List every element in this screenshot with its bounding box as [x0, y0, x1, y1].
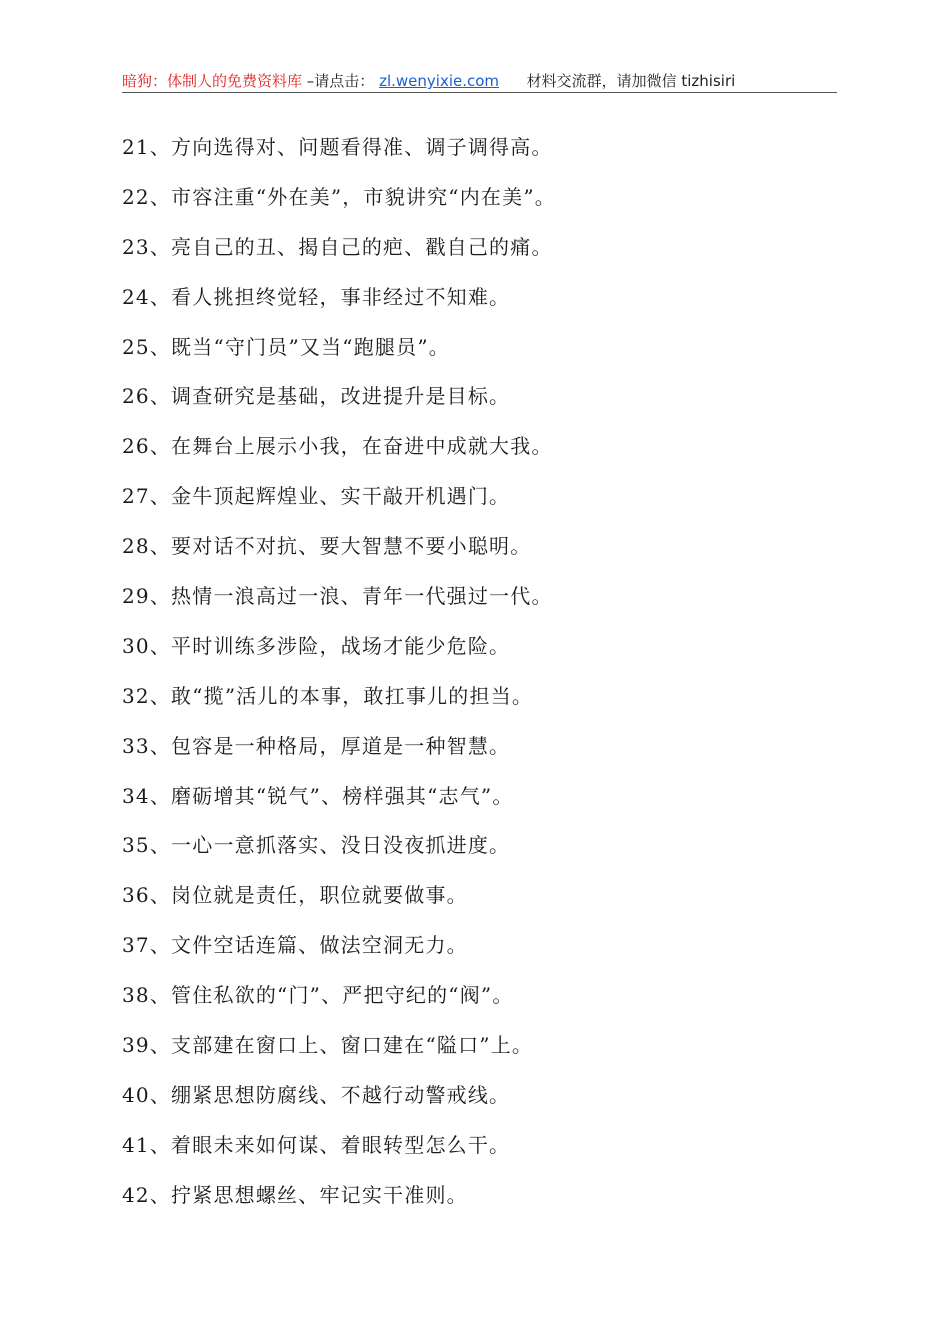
- slogan-line: 26、在舞台上展示小我，在奋进中成就大我。: [122, 434, 553, 459]
- header-title: 暗狗：体制人的免费资料库: [122, 72, 303, 90]
- slogan-line: 28、要对话不对抗、要大智慧不要小聪明。: [122, 534, 532, 559]
- slogan-line: 35、一心一意抓落实、没日没夜抓进度。: [122, 833, 511, 858]
- slogan-list: [122, 130, 837, 1228]
- slogan-line: 41、着眼未来如何谋、着眼转型怎么干。: [122, 1132, 511, 1157]
- slogan-line: 23、亮自己的丑、揭自己的疤、戳自己的痛。: [122, 234, 553, 259]
- slogan-line: 33、包容是一种格局，厚道是一种智慧。: [122, 733, 511, 758]
- slogan-line: 37、文件空话连篇、做法空洞无力。: [122, 933, 468, 958]
- header-group-info: 材料交流群，请加微信 tizhisiri: [526, 72, 736, 90]
- slogan-line: 22、市容注重“外在美”，市貌讲究“内在美”。: [122, 184, 556, 209]
- slogan-line: 38、管住私欲的“门”、严把守纪的“阀”。: [122, 983, 514, 1008]
- slogan-line: 29、热情一浪高过一浪、青年一代强过一代。: [122, 584, 553, 609]
- slogan-line: 32、敢“揽”活儿的本事，敢扛事儿的担当。: [122, 683, 534, 708]
- slogan-line: 36、岗位就是责任，职位就要做事。: [122, 883, 468, 908]
- header-divider: [122, 92, 837, 93]
- page-header: [122, 70, 837, 92]
- slogan-line: 27、金牛顶起辉煌业、实干敲开机遇门。: [122, 484, 511, 509]
- slogan-line: 30、平时训练多涉险，战场才能少危险。: [122, 633, 511, 658]
- slogan-line: 42、拧紧思想螺丝、牢记实干准则。: [122, 1182, 468, 1207]
- slogan-line: 26、调查研究是基础，改进提升是目标。: [122, 384, 511, 409]
- slogan-line: 24、看人挑担终觉轻，事非经过不知难。: [122, 284, 511, 309]
- slogan-line: 34、磨砺增其“锐气”、榜样强其“志气”。: [122, 783, 514, 808]
- header-prompt: –请点击：: [306, 72, 375, 90]
- slogan-line: 21、方向选得对、问题看得准、调子调得高。: [122, 135, 553, 159]
- header-link[interactable]: zl.wenyixie.com: [379, 72, 500, 90]
- slogan-line: 25、既当“守门员”又当“跑腿员”。: [122, 334, 450, 359]
- slogan-line: 40、绷紧思想防腐线、不越行动警戒线。: [122, 1082, 511, 1107]
- slogan-line: 39、支部建在窗口上、窗口建在“隘口”上。: [122, 1033, 534, 1058]
